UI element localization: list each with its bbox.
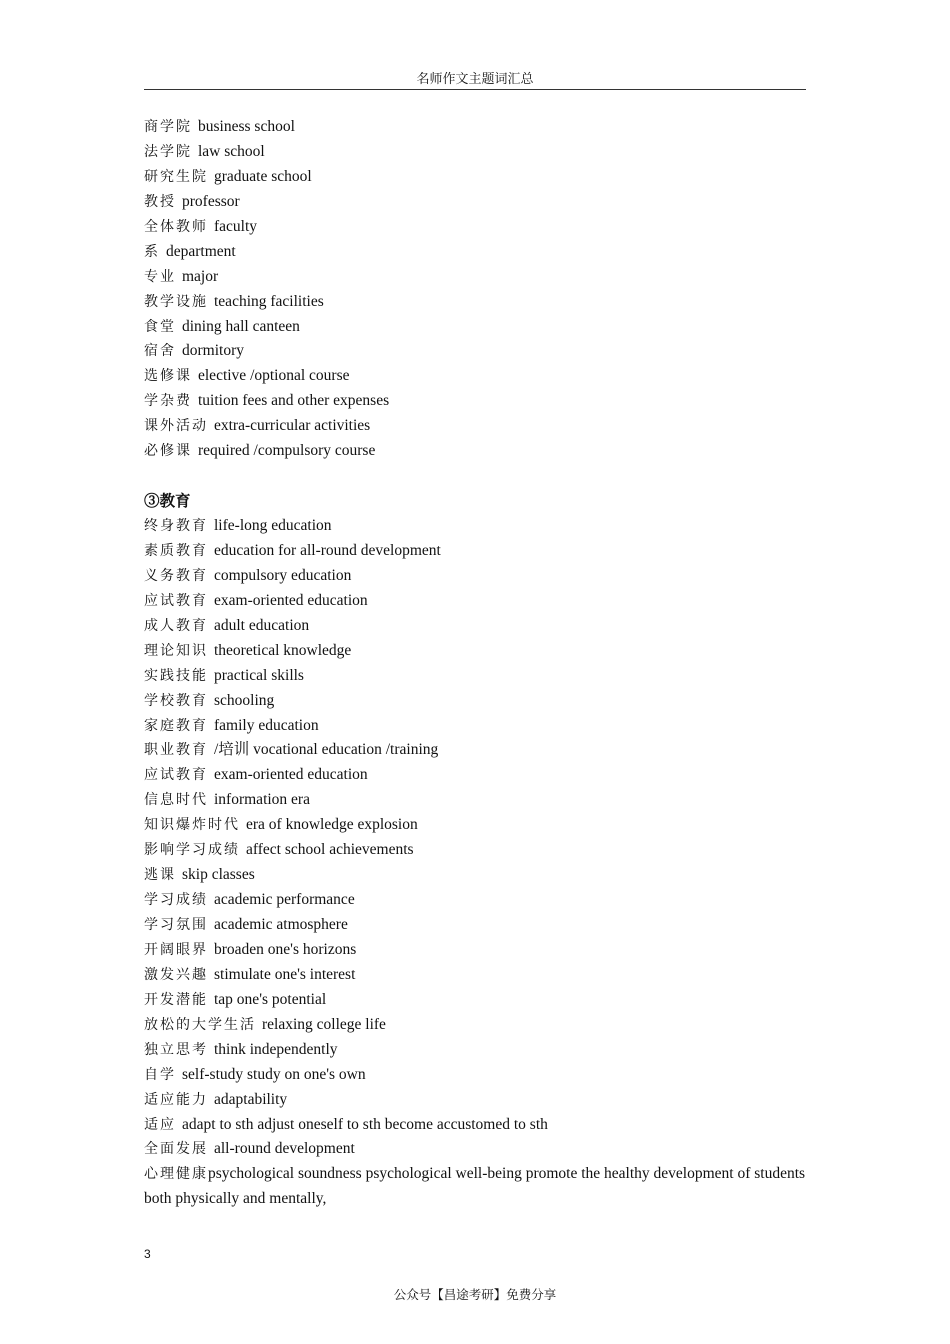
term-en: adapt to sth adjust oneself to sth become accustomed to sth bbox=[182, 1115, 548, 1133]
term-en: adaptability bbox=[214, 1090, 288, 1108]
term-en: adult education bbox=[214, 616, 310, 634]
term-en: psychological soundness psychological well-being promote the healthy development of students both physically and mentally, bbox=[144, 1165, 806, 1208]
term-en: information era bbox=[214, 791, 310, 809]
list-item bbox=[144, 315, 808, 340]
term-zh: 理论知识 bbox=[144, 642, 208, 659]
term-zh: 学杂费 bbox=[144, 393, 192, 410]
term-en: graduate school bbox=[214, 167, 312, 185]
term-en: dining hall canteen bbox=[182, 317, 300, 335]
term-zh: 适应 bbox=[144, 1116, 176, 1133]
term-en: relaxing college life bbox=[262, 1015, 386, 1033]
term-en: teaching facilities bbox=[214, 292, 324, 310]
list-item bbox=[144, 539, 808, 564]
list-item bbox=[144, 938, 808, 963]
page-footer: 公众号【昌途考研】免费分享 bbox=[393, 1288, 557, 1302]
term-en: law school bbox=[198, 142, 265, 160]
term-en: education for all-round development bbox=[214, 541, 441, 559]
term-en: era of knowledge explosion bbox=[246, 816, 418, 834]
list-item-wrapped bbox=[144, 1162, 808, 1212]
term-zh: 开发潜能 bbox=[144, 991, 208, 1008]
term-en: theoretical knowledge bbox=[214, 641, 352, 659]
list-item bbox=[144, 788, 808, 813]
list-item bbox=[144, 140, 808, 165]
term-zh: 系 bbox=[144, 243, 160, 260]
term-en: faculty bbox=[214, 217, 258, 235]
term-zh: 学习氛围 bbox=[144, 917, 208, 934]
term-zh: 心理健康 bbox=[144, 1166, 208, 1183]
list-item bbox=[144, 414, 808, 439]
term-en: elective /optional course bbox=[198, 367, 350, 385]
list-item bbox=[144, 364, 808, 389]
term-zh: 教授 bbox=[144, 193, 176, 210]
term-en: self-study study on one's own bbox=[182, 1065, 366, 1083]
list-item bbox=[144, 639, 808, 664]
list-item bbox=[144, 1013, 808, 1038]
term-en: think independently bbox=[214, 1040, 338, 1058]
term-en: practical skills bbox=[214, 666, 304, 684]
section-heading: ③教育 bbox=[144, 491, 191, 511]
term-en: schooling bbox=[214, 691, 275, 709]
term-en: tuition fees and other expenses bbox=[198, 392, 390, 410]
term-en: affect school achievements bbox=[246, 841, 414, 859]
term-zh: 食堂 bbox=[144, 318, 176, 335]
list-item bbox=[144, 215, 808, 240]
campus-vocab-list bbox=[144, 115, 808, 464]
section-spacer bbox=[144, 464, 808, 489]
term-zh: 义务教育 bbox=[144, 567, 208, 584]
term-zh: 学校教育 bbox=[144, 692, 208, 709]
term-zh: 素质教育 bbox=[144, 542, 208, 559]
term-zh: 全体教师 bbox=[144, 218, 208, 235]
term-en: skip classes bbox=[182, 866, 255, 884]
list-item bbox=[144, 1063, 808, 1088]
term-en: major bbox=[182, 267, 219, 285]
list-item bbox=[144, 714, 808, 739]
term-en: required /compulsory course bbox=[198, 442, 376, 460]
list-item bbox=[144, 339, 808, 364]
term-en: extra-curricular activities bbox=[214, 417, 371, 435]
page-number: 3 bbox=[144, 1247, 151, 1261]
term-zh: 自学 bbox=[144, 1066, 176, 1083]
term-zh: 知识爆炸时代 bbox=[144, 817, 240, 834]
document-body bbox=[144, 115, 808, 1212]
term-zh: 商学院 bbox=[144, 119, 192, 135]
term-zh: 选修课 bbox=[144, 368, 192, 385]
list-item bbox=[144, 614, 808, 639]
list-item bbox=[144, 689, 808, 714]
list-item bbox=[144, 863, 808, 888]
list-item bbox=[144, 913, 808, 938]
term-zh: 放松的大学生活 bbox=[144, 1016, 256, 1033]
term-en: business school bbox=[198, 118, 295, 135]
term-zh: 应试教育 bbox=[144, 767, 208, 784]
list-item bbox=[144, 1088, 808, 1113]
term-zh: 成人教育 bbox=[144, 617, 208, 634]
term-en: /培训 vocational education /training bbox=[214, 741, 439, 759]
term-zh: 宿舍 bbox=[144, 343, 176, 360]
list-item bbox=[144, 1113, 808, 1138]
term-zh: 信息时代 bbox=[144, 792, 208, 809]
term-zh: 独立思考 bbox=[144, 1041, 208, 1058]
list-item bbox=[144, 838, 808, 863]
list-item bbox=[144, 664, 808, 689]
term-zh: 职业教育 bbox=[144, 742, 208, 759]
term-en: broaden one's horizons bbox=[214, 940, 357, 958]
term-zh: 激发兴趣 bbox=[144, 966, 208, 983]
term-zh: 研究生院 bbox=[144, 168, 208, 185]
term-en: life-long education bbox=[214, 517, 332, 535]
term-zh: 学习成绩 bbox=[144, 892, 208, 909]
list-item bbox=[144, 813, 808, 838]
list-item bbox=[144, 888, 808, 913]
term-zh: 专业 bbox=[144, 268, 176, 285]
term-zh: 实践技能 bbox=[144, 667, 208, 684]
list-item bbox=[144, 1137, 808, 1162]
list-item bbox=[144, 514, 808, 539]
term-zh: 应试教育 bbox=[144, 592, 208, 609]
list-item bbox=[144, 589, 808, 614]
term-en: compulsory education bbox=[214, 566, 352, 584]
term-zh: 全面发展 bbox=[144, 1141, 208, 1158]
term-en: family education bbox=[214, 716, 319, 734]
list-item bbox=[144, 1038, 808, 1063]
term-zh: 课外活动 bbox=[144, 418, 208, 435]
term-zh: 必修课 bbox=[144, 443, 192, 460]
list-item bbox=[144, 564, 808, 589]
term-en: tap one's potential bbox=[214, 990, 327, 1008]
list-item bbox=[144, 265, 808, 290]
term-zh: 终身教育 bbox=[144, 518, 208, 535]
term-en: stimulate one's interest bbox=[214, 965, 356, 983]
list-item bbox=[144, 290, 808, 315]
term-en: exam-oriented education bbox=[214, 591, 368, 609]
term-zh: 开阔眼界 bbox=[144, 941, 208, 958]
list-item bbox=[144, 240, 808, 265]
term-zh: 逃课 bbox=[144, 867, 176, 884]
term-en: department bbox=[166, 242, 236, 260]
term-en: exam-oriented education bbox=[214, 766, 368, 784]
list-item bbox=[144, 763, 808, 788]
term-en: academic performance bbox=[214, 891, 355, 909]
list-item bbox=[144, 738, 808, 763]
term-en: all-round development bbox=[214, 1140, 355, 1158]
term-zh: 适应能力 bbox=[144, 1091, 208, 1108]
list-item bbox=[144, 190, 808, 215]
term-zh: 法学院 bbox=[144, 143, 192, 160]
list-item bbox=[144, 988, 808, 1013]
term-zh: 影响学习成绩 bbox=[144, 842, 240, 859]
list-item bbox=[144, 115, 808, 140]
term-zh: 家庭教育 bbox=[144, 717, 208, 734]
list-item bbox=[144, 439, 808, 464]
list-item bbox=[144, 963, 808, 988]
term-en: professor bbox=[182, 192, 240, 210]
term-en: dormitory bbox=[182, 342, 244, 360]
term-en: academic atmosphere bbox=[214, 916, 348, 934]
list-item bbox=[144, 389, 808, 414]
list-item bbox=[144, 165, 808, 190]
education-vocab-list bbox=[144, 514, 808, 1212]
term-zh: 教学设施 bbox=[144, 293, 208, 310]
page-header: 名师作文主题词汇总 bbox=[144, 70, 806, 90]
